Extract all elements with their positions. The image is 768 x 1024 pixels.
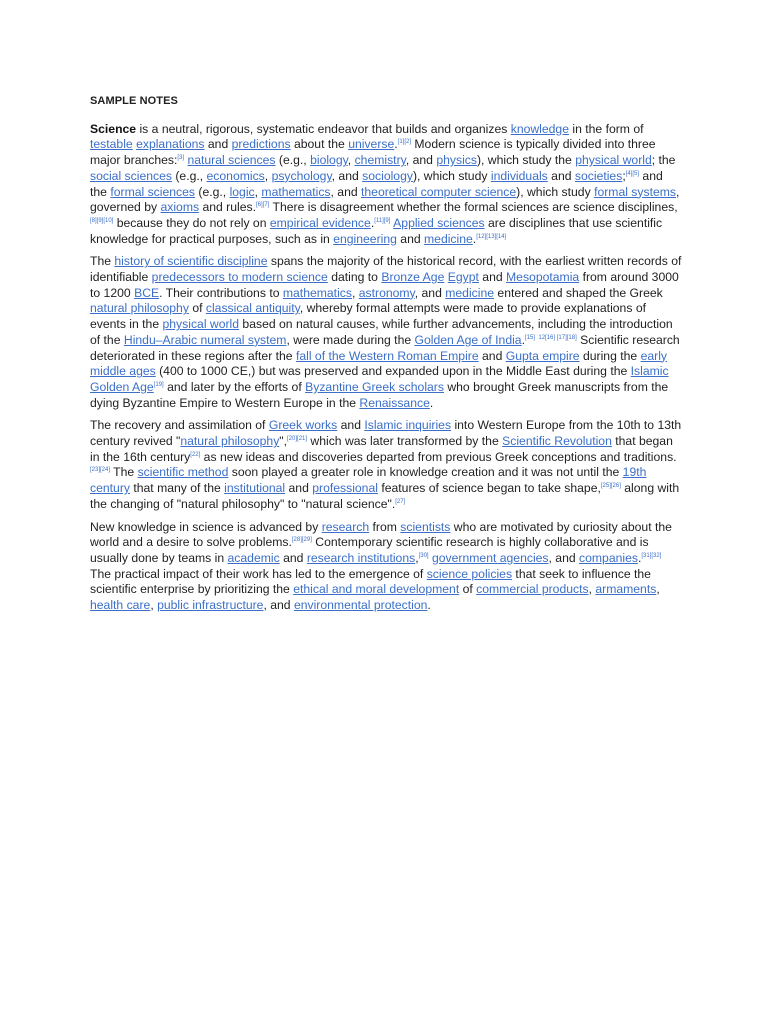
citation-ref[interactable]: [30]	[418, 552, 429, 559]
text-run: based on natural causes, while further advancements, including the introduction of the	[90, 317, 673, 347]
text-run: ;	[622, 168, 626, 183]
citation-ref[interactable]: [22]	[190, 451, 201, 458]
text-run: , and	[330, 184, 362, 199]
text-run: are disciplines that use scientific knowledge for practical purposes, such as in	[90, 215, 663, 246]
text-run: .	[394, 137, 398, 152]
text-run: during the	[579, 348, 641, 363]
text-run: along with the changing of "natural philosophy" to "natural science".	[90, 481, 680, 511]
text-run: .	[637, 550, 642, 565]
text-run: , and	[414, 285, 446, 300]
wiki-link[interactable]: physics	[436, 153, 477, 168]
text-run: .	[370, 215, 375, 230]
wiki-link[interactable]: classical antiquity	[205, 301, 300, 316]
text-run: in the form of	[569, 121, 644, 136]
text-run: from	[369, 519, 401, 534]
text-run: is a neutral, rigorous, systematic endeavor that builds and organizes	[136, 121, 511, 136]
text-run: ,	[264, 168, 272, 183]
body-paragraph	[90, 520, 682, 614]
wiki-link[interactable]: theoretical computer science	[361, 184, 517, 199]
wiki-link[interactable]: Bronze Age	[381, 270, 445, 285]
wiki-link[interactable]: biology	[310, 153, 348, 168]
text-run: , governed by	[90, 184, 680, 215]
text-run: ,	[347, 153, 355, 168]
body-paragraph	[90, 418, 682, 512]
text-run: and the	[90, 168, 663, 199]
citation-ref[interactable]: 12[16] [17][18]	[538, 334, 577, 341]
wiki-link[interactable]: companies	[579, 550, 638, 565]
wiki-link[interactable]: Hindu–Arabic numeral system	[123, 332, 287, 347]
citation-ref[interactable]: [8][9][10]	[90, 217, 114, 224]
text-run: ), which study the	[476, 153, 576, 168]
text-run: and	[478, 348, 506, 363]
citation-ref[interactable]: [23][24]	[90, 467, 111, 474]
text-run: and	[337, 418, 365, 433]
text-run: ), which study	[516, 184, 595, 199]
wiki-link[interactable]: Islamic Golden Age	[90, 364, 669, 394]
wiki-link[interactable]: knowledge	[510, 121, 569, 136]
wiki-link[interactable]: environmental protection	[293, 598, 428, 613]
wiki-link[interactable]: science policies	[426, 566, 513, 581]
wiki-link[interactable]: natural sciences	[187, 153, 276, 168]
wiki-link[interactable]: history of scientific discipline	[114, 254, 268, 269]
text-run: and	[547, 168, 575, 183]
wiki-link[interactable]: scientists	[400, 519, 451, 534]
citation-ref[interactable]: [20][21]	[287, 436, 308, 443]
text-run: , and	[405, 153, 437, 168]
wiki-link[interactable]: armaments	[595, 582, 657, 597]
wiki-link[interactable]: Renaissance	[359, 395, 430, 410]
text-run: who brought Greek manuscripts from the dying Byzantine Empire to Western Europe in the	[90, 379, 669, 410]
wiki-link[interactable]: testable	[90, 137, 133, 152]
text-run: (400 to 1000 CE,) but was preserved and expanded upon in the Middle East during the	[155, 364, 631, 379]
wiki-link[interactable]: societies	[574, 168, 623, 183]
wiki-link[interactable]: individuals	[490, 168, 548, 183]
citation-ref[interactable]: [4][5]	[625, 170, 640, 177]
citation-ref[interactable]: [31][32]	[641, 552, 662, 559]
text-run: Contemporary scientific research is highly collaborative and is usually done by teams in	[90, 535, 649, 565]
text-run: and	[285, 481, 313, 496]
body-paragraph	[90, 254, 682, 411]
text-run: that many of the	[129, 481, 225, 496]
text-run: features of science began to take shape,	[377, 481, 601, 496]
citation-ref[interactable]: [6][7]	[256, 202, 270, 209]
document-heading: SAMPLE NOTES	[90, 95, 178, 107]
citation-ref[interactable]: [28][29]	[291, 537, 312, 544]
citation-ref[interactable]: [25][26]	[600, 483, 621, 490]
text-run: from around 3000 to 1200	[90, 270, 679, 300]
wiki-link[interactable]: formal systems	[594, 184, 677, 199]
text-run: .	[427, 598, 431, 613]
wiki-link[interactable]: scientific method	[137, 465, 229, 480]
text-run: as new ideas and discoveries departed from previous Greek conceptions and traditions.	[200, 449, 677, 464]
wiki-link[interactable]: physical world	[162, 317, 240, 332]
text-run: The practical impact of their work has led to the emergence of	[90, 566, 427, 581]
citation-ref[interactable]: [15]	[524, 334, 535, 341]
wiki-link[interactable]: mathematics	[282, 285, 352, 300]
text-run: ,	[588, 582, 596, 597]
text-run: who are motivated by curiosity about the world and a desire to solve problems.	[90, 519, 672, 550]
wiki-link[interactable]: Gupta empire	[505, 348, 580, 363]
wiki-link[interactable]: Byzantine Greek scholars	[305, 379, 444, 394]
text-run: , whereby formal attempts were made to provide explanations of events in the	[90, 301, 646, 332]
wiki-link[interactable]: research	[321, 519, 370, 534]
wiki-link[interactable]: axioms	[160, 200, 200, 215]
wiki-link[interactable]: medicine	[445, 285, 495, 300]
wiki-link[interactable]: academic	[227, 550, 280, 565]
text-run: ,	[150, 598, 158, 613]
wiki-link[interactable]: Greek works	[268, 418, 338, 433]
wiki-link[interactable]: BCE	[134, 285, 160, 300]
text-run: ,	[254, 184, 262, 199]
wiki-link[interactable]: early middle ages	[90, 348, 667, 379]
text-run: ,	[351, 285, 359, 300]
text-run: which was later transformed by the	[307, 434, 503, 449]
wiki-link[interactable]: commercial products	[476, 582, 589, 597]
text-run: (e.g.,	[195, 184, 230, 199]
wiki-link[interactable]: sociology	[362, 168, 413, 183]
wiki-link[interactable]: social sciences	[90, 168, 172, 183]
wiki-link[interactable]: 19th century	[90, 465, 647, 496]
text-run: that began in the 16th century	[90, 434, 673, 464]
wiki-link[interactable]: professional	[312, 481, 378, 496]
text-run: , were made during the	[286, 332, 415, 347]
text-run: , and	[548, 550, 580, 565]
citation-ref[interactable]: [27]	[395, 498, 406, 505]
text-run: and	[396, 231, 425, 246]
text-run: , and	[263, 598, 294, 613]
text-run: There is disagreement whether the formal sciences are science disciplines,	[269, 200, 678, 215]
citation-ref[interactable]: [12][13][14]	[476, 233, 507, 240]
text-run: and	[478, 270, 507, 285]
wiki-link[interactable]: Egypt	[447, 270, 479, 285]
wiki-link[interactable]: predictions	[231, 137, 291, 152]
wiki-link[interactable]: formal sciences	[110, 184, 196, 199]
text-run: Modern science is typically divided into three major branches:	[90, 137, 656, 168]
bold-term: Science	[90, 121, 137, 136]
text-run: .	[521, 332, 525, 347]
wiki-link[interactable]: natural philosophy	[180, 434, 280, 449]
text-run: .	[472, 231, 477, 246]
text-run: and	[279, 550, 307, 565]
wiki-link[interactable]: explanations	[136, 137, 205, 152]
citation-ref[interactable]: [11][9]	[374, 217, 391, 224]
text-run: of	[459, 582, 477, 597]
text-run: and rules.	[199, 200, 256, 215]
text-run: ; the	[651, 153, 676, 168]
text-run: The	[110, 465, 138, 480]
text-run: The	[90, 254, 115, 269]
wiki-link[interactable]: government agencies	[432, 550, 549, 565]
wiki-link[interactable]: psychology	[271, 168, 332, 183]
text-run: The recovery and assimilation of	[90, 418, 269, 433]
wiki-link[interactable]: logic	[229, 184, 255, 199]
wiki-link[interactable]: health care	[90, 598, 151, 613]
text-run: into Western Europe from the 10th to 13th century revived "	[90, 418, 682, 449]
wiki-link[interactable]: Islamic inquiries	[364, 418, 452, 433]
wiki-link[interactable]: astronomy	[358, 285, 415, 300]
text-run: because they do not rely on	[113, 215, 270, 230]
text-run: that seek to influence the scientific enterprise by prioritizing the	[90, 566, 651, 597]
body-paragraph	[90, 122, 682, 248]
wiki-link[interactable]: predecessors to modern science	[151, 270, 328, 285]
wiki-link[interactable]: Golden Age of India	[414, 332, 522, 347]
wiki-link[interactable]: mathematics	[261, 184, 331, 199]
wiki-link[interactable]: natural philosophy	[90, 301, 189, 316]
wiki-link[interactable]: economics	[206, 168, 265, 183]
text-run: , and	[331, 168, 363, 183]
wiki-link[interactable]: fall of the Western Roman Empire	[295, 348, 479, 363]
text-run: ",	[279, 434, 288, 449]
text-run: . Their contributions to	[159, 285, 283, 300]
text-run: soon played a greater role in knowledge creation and it was not until the	[228, 465, 623, 480]
wiki-link[interactable]: research institutions	[306, 550, 416, 565]
wiki-link[interactable]: ethical and moral development	[293, 582, 460, 597]
citation-ref[interactable]: [1][2]	[397, 139, 411, 146]
wiki-link[interactable]: medicine	[424, 231, 473, 246]
citation-ref[interactable]: [19]	[153, 381, 164, 388]
text-run: of	[188, 301, 206, 316]
wiki-link[interactable]: Scientific Revolution	[502, 434, 612, 449]
wiki-link[interactable]: empirical evidence	[269, 215, 371, 230]
wiki-link[interactable]: Applied sciences	[393, 215, 485, 230]
text-run: (e.g.,	[171, 168, 207, 183]
wiki-link[interactable]: physical world	[575, 153, 652, 168]
wiki-link[interactable]: universe	[348, 137, 395, 152]
wiki-link[interactable]: public infrastructure	[157, 598, 264, 613]
wiki-link[interactable]: engineering	[333, 231, 397, 246]
text-run: ,	[415, 550, 419, 565]
text-run: dating to	[327, 270, 382, 285]
text-run: spans the majority of the historical record, with the earliest written records of identifiable	[90, 254, 682, 285]
text-run: New knowledge in science is advanced by	[90, 519, 322, 534]
wiki-link[interactable]: institutional	[224, 481, 286, 496]
wiki-link[interactable]: chemistry	[354, 153, 406, 168]
citation-ref[interactable]: [3]	[177, 155, 185, 162]
text-run: (e.g.,	[275, 153, 311, 168]
paragraph-list	[90, 122, 682, 614]
wiki-link[interactable]: Mesopotamia	[506, 270, 580, 285]
text-run: ,	[656, 582, 660, 597]
document-body	[90, 94, 682, 621]
text-run: ), which study	[412, 168, 491, 183]
text-run: and later by the efforts of	[163, 379, 306, 394]
text-run: and	[204, 137, 232, 152]
text-run: about the	[290, 137, 349, 152]
text-run: Scientific research deteriorated in these regions after the	[90, 332, 680, 363]
text-run: .	[429, 395, 434, 410]
text-run: entered and shaped the Greek	[494, 285, 663, 300]
